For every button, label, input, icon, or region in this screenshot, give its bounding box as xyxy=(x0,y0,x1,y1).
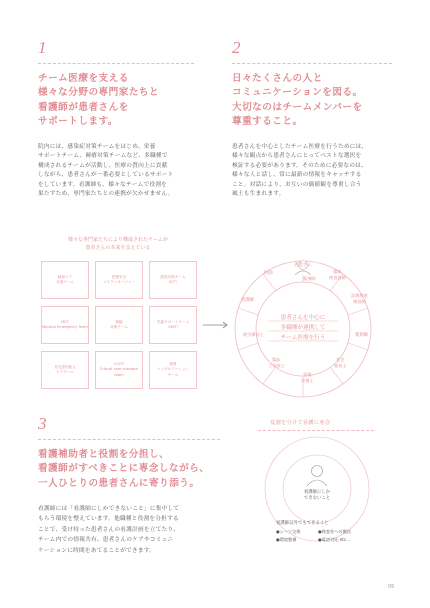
diagram-role: 医師 xyxy=(264,271,273,276)
other-task-item: ●シーツ交換 xyxy=(276,529,301,534)
body-line: ケーションに時間をあてることができます。 xyxy=(38,547,156,554)
body-line: 検証する必要があります。そのために必要なのは、 xyxy=(232,162,367,169)
diagram-center-text xyxy=(268,313,338,343)
body-line: もらう環境を整えています。他職種と役割を分担する xyxy=(38,516,179,523)
role-division-diagram xyxy=(262,434,372,544)
other-task-item: ●電話対応 etc... xyxy=(318,537,351,542)
team-box xyxy=(41,351,89,389)
center-line: 多職種が連携して xyxy=(280,325,326,331)
diagram-role: 臨床 工学技士 xyxy=(268,357,285,368)
team-label: 褥瘡 対策チーム xyxy=(110,319,128,329)
section-2-body xyxy=(232,143,404,199)
body-line: こと。対話により、お互いの価値観を尊重し合う xyxy=(232,181,362,188)
body-line: 看護師には「看護師にしかできないこと」に集中して xyxy=(38,506,180,512)
heading-line: 一人ひとりの患者さんに寄り添う。 xyxy=(38,477,200,489)
section-3-rule xyxy=(38,439,220,440)
diagram-role: 管理 栄養士 xyxy=(301,372,314,383)
heading-line: 看護師が患者さんを xyxy=(38,101,129,113)
section-2-number: 2 xyxy=(232,38,241,57)
body-line: 院内には、感染症対策チームをはじめ、栄養 xyxy=(38,144,156,150)
team-label: CCOT Critical care outreach team xyxy=(99,362,139,377)
body-line: 果たすため、専門家たちとの連携が欠かせません。 xyxy=(38,191,174,198)
team-label: 緩和ケア 支援チーム xyxy=(56,274,74,284)
role-division-caption: 役割を分けて看護に専念 xyxy=(270,420,331,426)
body-line: 様々な人と話し、常に最新の情報をキャッチする xyxy=(232,172,362,179)
center-line: チーム医療を行う xyxy=(280,335,326,341)
section-3-body xyxy=(38,504,224,556)
section-1-rule xyxy=(38,63,194,64)
heading-line: 大切なのはチームメンバーを xyxy=(232,101,363,113)
team-label: 排泄 コンサルテーション チーム xyxy=(156,362,190,377)
section-1-body xyxy=(38,143,210,199)
caption-line: 患者さんの本来を支えている xyxy=(85,245,151,251)
page-number: 05 xyxy=(388,584,395,590)
caption-line: 様々な専門家たちにより構成されたチームが xyxy=(67,237,168,243)
diagram-role: 社会 福祉士 xyxy=(334,357,347,368)
team-label: 栄養サポートチーム （NST） xyxy=(156,319,190,329)
heading-line: 日々たくさんの人と xyxy=(232,73,323,84)
other-task-item: ●検査室への搬送 xyxy=(318,529,351,534)
team-box xyxy=(149,306,197,344)
heading-line: サポートします。 xyxy=(38,116,118,128)
body-line: サポートチーム、褥瘡対策チームなど、多職種で xyxy=(38,153,168,160)
diagram-role: 看護師 xyxy=(241,298,255,303)
team-box xyxy=(95,351,143,389)
section-1-heading xyxy=(38,72,208,130)
team-box xyxy=(149,351,197,389)
team-label: 在宅認知症人 ケアチーム xyxy=(54,364,76,374)
section-3-number: 3 xyxy=(38,414,47,433)
nurse-line: 看護師にしか xyxy=(303,490,331,495)
section-1-number: 1 xyxy=(38,38,47,57)
section-3-heading xyxy=(38,448,238,491)
body-line: 構成されるチームが活動し、医療の質向上に貢献 xyxy=(38,162,168,169)
nurse-line: できないこと xyxy=(303,496,331,502)
nurse-only-label xyxy=(287,490,347,503)
heading-line: 様々な分野の専門家たちと xyxy=(38,87,160,99)
team-label: 医療安全 マスクマネージャー xyxy=(102,274,136,284)
section-2-rule xyxy=(232,63,392,64)
body-line: 患者さんを中心としたチーム医療を行うためには、 xyxy=(232,144,368,150)
diagram-role: 臨床 検査技師 xyxy=(329,269,346,280)
diagram-role: 薬剤師 xyxy=(303,276,316,281)
other-task-item: ●環境整備 xyxy=(276,537,297,542)
team-box xyxy=(149,261,197,299)
body-line: 様々な観点から患者さんにとってベストな選択を xyxy=(232,153,362,160)
diagram-role: 薬剤師 xyxy=(355,333,369,338)
body-line: 風土も生まれます。 xyxy=(232,191,285,198)
diagram-role: 診療放射 線技師 xyxy=(351,293,368,304)
center-line: 患者さんを中心に xyxy=(280,315,326,321)
role-division-rule xyxy=(258,430,374,431)
team-label: 感染対策チーム （ICT） xyxy=(160,274,186,284)
heading-line: コミュニケーションを図る。 xyxy=(232,87,363,99)
other-tasks-caption: 看護師以外でもできること xyxy=(276,521,329,526)
arrow-right-icon xyxy=(203,321,229,329)
heading-line: 看護補助者と役割を分担し、 xyxy=(38,449,170,460)
diagram-role: 理学療法士 xyxy=(243,332,264,337)
section-2-heading xyxy=(232,72,402,130)
heading-line: チーム医療を支える xyxy=(38,73,129,84)
body-line: をしています。看護師も、様々なチームで役割を xyxy=(38,181,168,188)
team-box xyxy=(95,261,143,299)
heading-line: 看護師がすべきことに専念しながら、 xyxy=(38,463,210,475)
team-box xyxy=(95,306,143,344)
body-line: しながら、患者さんが一番必要としているサポート xyxy=(38,172,174,179)
heading-line: 尊重すること。 xyxy=(232,116,303,128)
team-box xyxy=(41,261,89,299)
team-box xyxy=(41,306,89,344)
teams-caption xyxy=(38,236,198,252)
diagram-patient-label: 患者さん xyxy=(294,263,312,268)
team-label: MET Medical Emergency Team xyxy=(42,319,88,329)
body-line: チーム内での情報共有、患者さんのケアやコミュニ xyxy=(38,537,174,544)
body-line: ことで、受け持った患者さんの看護計画を立てたり、 xyxy=(38,526,180,533)
